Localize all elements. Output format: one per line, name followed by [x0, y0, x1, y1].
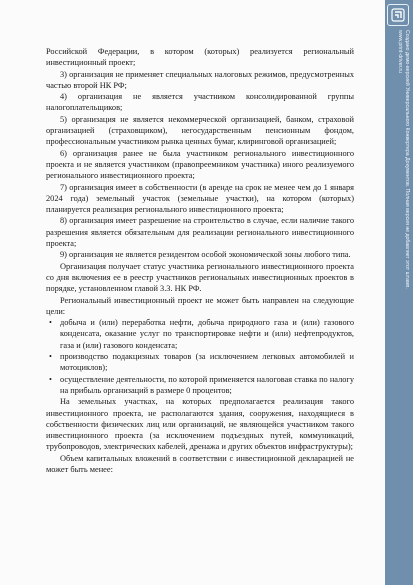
paragraph-p7: 7) организация имеет в собственности (в аренде на срок не менее чем до 1 января 2024 года) земельный участок (земельные участки), на котором (которых) планируется реализация регионального инвестиционного проекта; — [46, 182, 354, 215]
paragraph-volume: Объем капитальных вложений в соответствии с инвестиционной декларацией не может быть менее: — [46, 453, 354, 474]
watermark-line-1: Создано демо-версией Универсального Конвертера Документов. Полная версия не добавляет этот штамп. — [404, 30, 410, 289]
list-item-text: осуществление деятельности, по которой применяется налоговая ставка по налогу на прибыль организаций в размере 0 процентов; — [60, 374, 354, 395]
bullet-icon: • — [49, 374, 52, 384]
paragraph-cont: Российской Федерации, в котором (которых) реализуется региональный инвестиционный проект; — [46, 47, 354, 68]
bullet-icon: • — [49, 318, 52, 328]
paragraph-land: На земельных участках, на которых предполагается реализация такого инвестиционного проекта, не располагаются здания, сооружения, находящиеся в собственности физических лиц или организаций, не являющейся участником такого инвестиционного проекта (за исключением подъездных путей, коммуникаций, трубопроводов, электрических кабелей, дренажа и других объектов инфраструктуры); — [46, 397, 354, 452]
list-item-text: добыча и (или) переработка нефти, добыча природного газа и (или) газового конденсата, оказание услуг по транспортировке нефти и (или) нефтепродуктов, газа и (или) газового конденсата; — [60, 318, 354, 350]
paragraph-status: Организация получает статус участника регионального инвестиционного проекта со дня включения ее в реестр участников региональных инвестиционных проектов в порядке, установленном главой 3.3. НК РФ. — [46, 261, 354, 294]
paragraph-p9: 9) организация не является резидентом особой экономической зоны любого типа. — [60, 250, 351, 260]
demo-watermark-bar — [385, 0, 413, 585]
watermark-line-2: www.print-driver.ru — [397, 30, 403, 73]
demo-watermark-text — [388, 30, 410, 580]
document-text-column — [46, 46, 354, 475]
list-item — [46, 351, 354, 374]
list-item-text: производство подакцизных товаров (за исключением легковых автомобилей и мотоциклов); — [60, 352, 354, 373]
paragraph-p6: 6) организация ранее не была участником регионального инвестиционного проекта и не является участником (правопреемником участника) иного реализуемого регионального инвестиционного проекта; — [46, 148, 354, 181]
paragraph-p4: 4) организация не является участником консолидированной группы налогоплательщиков; — [46, 92, 354, 113]
bullet-icon: • — [49, 352, 52, 362]
list-item — [46, 317, 354, 351]
excluded-goals-list — [46, 317, 354, 396]
paragraph-goals: Региональный инвестиционный проект не может быть направлен на следующие цели: — [46, 295, 354, 316]
paragraph-p8: 8) организация имеет разрешение на строительство в случае, если наличие такого разрешения является обязательным для реализации регионального инвестиционного проекта; — [46, 216, 354, 249]
converter-logo-icon — [387, 4, 409, 26]
paragraph-p3: 3) организация не применяет специальных налоговых режимов, предусмотренных частью второй НК РФ; — [46, 69, 354, 90]
paragraph-p5: 5) организация не является некоммерческой организацией, банком, страховой организацией (страховщиком), негосударственным пенсионным фондом, профессиональным участником рынка ценных бумаг, клиринговой организацией; — [46, 114, 354, 147]
list-item — [46, 374, 354, 397]
